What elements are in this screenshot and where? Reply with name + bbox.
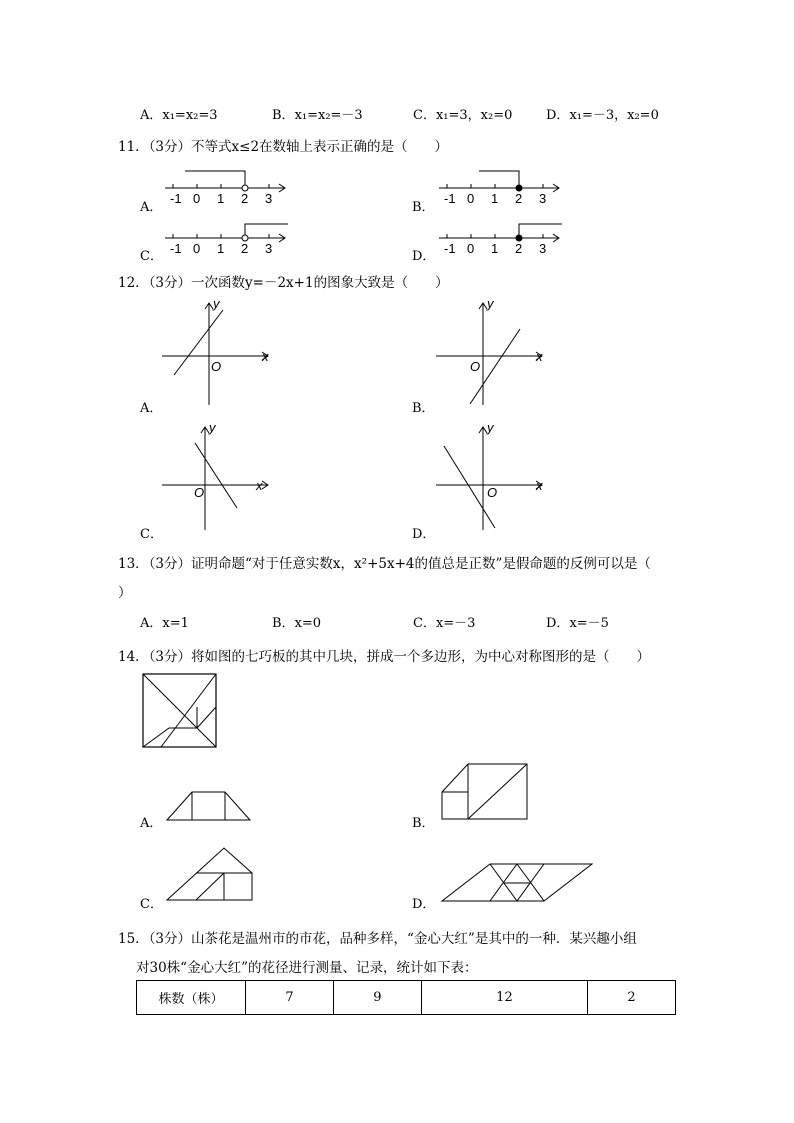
tick-label: -1	[170, 241, 182, 256]
axis-x-label: x	[536, 349, 543, 364]
q12-label-b: B．	[412, 401, 435, 416]
axis-y-label: y	[487, 296, 494, 311]
origin-label: O	[487, 485, 498, 500]
tick-label: 3	[265, 241, 273, 256]
q15-stat-table	[136, 980, 676, 1015]
q13-option-c: C．x=－3	[413, 616, 476, 631]
q13-option-a: A．x=1	[140, 616, 189, 631]
tick-label: 1	[491, 191, 499, 206]
axis-y-label: y	[209, 420, 216, 435]
q14-stem: 14．（3分）将如图的七巧板的其中几块，拼成一个多边形，为中心对称图形的是（ ）	[118, 649, 651, 665]
tick-label: 2	[515, 241, 523, 256]
q10-option-d: D．x₁=－3，x₂=0	[546, 108, 659, 123]
origin-label: O	[194, 485, 205, 500]
axis-x-label: x	[536, 478, 543, 493]
tick-label: 0	[193, 191, 201, 206]
table-header-cell: 株数（株）	[137, 981, 246, 1015]
table-cell: 12	[421, 981, 587, 1015]
q10-option-a: A．x₁=x₂=3	[140, 108, 218, 123]
tick-label: 0	[467, 241, 475, 256]
q11-label-a: A．	[140, 200, 163, 215]
origin-label: O	[211, 359, 222, 374]
tick-label: 3	[265, 191, 273, 206]
q11-label-d: D．	[412, 249, 436, 264]
q10-option-c: C．x₁=3，x₂=0	[413, 108, 513, 123]
q11-label-b: B．	[412, 200, 435, 215]
q11-number-line-a	[160, 168, 290, 208]
q15-stem: 15．（3分）山茶花是温州市的市花，品种多样，“金心大红”是其中的一种．某兴趣小组	[118, 931, 637, 947]
table-cell: 7	[246, 981, 334, 1015]
q13-stem: 13．（3分）证明命题“对于任意实数x，x²+5x+4的值总是正数”是假命题的反例可以是（	[118, 556, 651, 572]
q13-option-d: D．x=－5	[546, 616, 609, 631]
q13-option-b: B．x=0	[272, 616, 322, 631]
q12-label-d: D．	[412, 527, 436, 542]
q15-stem-line2: 对30株“金心大红”的花径进行测量、记录，统计如下表：	[136, 960, 478, 976]
q11-number-line-d	[434, 218, 564, 258]
tick-label: 3	[539, 191, 547, 206]
tick-label: -1	[444, 191, 456, 206]
axis-x-label: x	[262, 349, 269, 364]
q14-label-b: B．	[412, 816, 435, 831]
table-row	[137, 981, 676, 1015]
q14-figure-a	[165, 790, 253, 822]
q11-number-line-c	[160, 218, 290, 258]
tick-label: -1	[444, 241, 456, 256]
q12-stem: 12．（3分）一次函数y=－2x+1的图象大致是（ ）	[118, 275, 449, 291]
q10-option-b: B．x₁=x₂=－3	[272, 108, 363, 123]
q12-label-a: A．	[140, 401, 163, 416]
origin-label: O	[470, 359, 481, 374]
axis-y-label: y	[487, 420, 494, 435]
q14-label-a: A．	[140, 816, 163, 831]
q12-graph-d	[434, 422, 549, 532]
q12-graph-c	[160, 422, 275, 532]
q12-graph-b	[434, 298, 549, 408]
tick-label: 2	[241, 191, 249, 206]
table-cell: 9	[333, 981, 421, 1015]
tick-label: -1	[170, 191, 182, 206]
tick-label: 3	[539, 241, 547, 256]
tick-label: 0	[193, 241, 201, 256]
q14-label-d: D．	[412, 897, 436, 912]
q13-stem-end: ）	[118, 585, 132, 601]
q12-graph-a	[160, 298, 275, 408]
q14-figure-d	[440, 862, 594, 904]
axis-y-label: y	[213, 296, 220, 311]
q12-label-c: C．	[140, 527, 163, 542]
axis-x-label: x	[256, 478, 263, 493]
q14-figure-b	[440, 762, 530, 822]
q11-stem: 11．（3分）不等式x≤2在数轴上表示正确的是（ ）	[118, 139, 449, 155]
tick-label: 0	[467, 191, 475, 206]
tick-label: 2	[241, 241, 249, 256]
q11-number-line-b	[434, 168, 564, 208]
q14-label-c: C．	[140, 897, 163, 912]
tick-label: 1	[217, 241, 225, 256]
q14-figure-c	[165, 845, 257, 903]
tick-label: 2	[515, 191, 523, 206]
tick-label: 1	[491, 241, 499, 256]
tick-label: 1	[217, 191, 225, 206]
tangram-square-figure	[142, 673, 218, 749]
q11-label-c: C．	[140, 249, 163, 264]
table-cell: 2	[588, 981, 676, 1015]
